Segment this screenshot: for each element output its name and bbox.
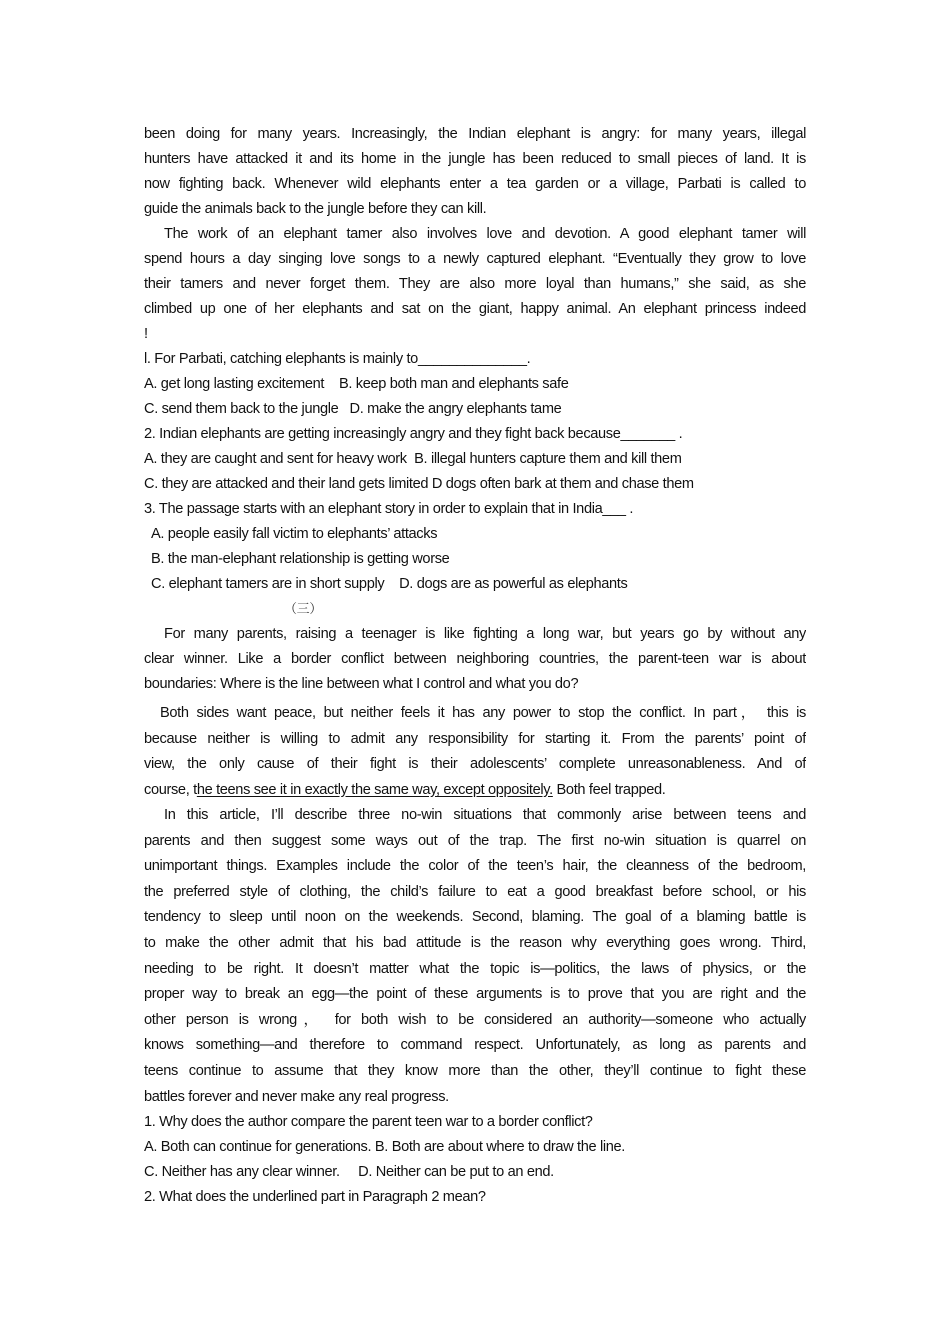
text-line: been doing for many years. Increasingly, the Indian elephant is angry: for many years, illegal (144, 126, 806, 142)
passage-3-paragraph-3 (144, 803, 806, 1110)
passage-2-paragraph-1 (144, 122, 806, 222)
passage-2-question-1 (144, 347, 806, 422)
question-option: B. the man-elephant relationship is getting worse (151, 551, 450, 567)
section-marker: （三） (284, 602, 322, 617)
text-line: needing to be right. It doesn’t matter what the topic is—politics, the laws of physics, or the (144, 960, 806, 977)
passage-2-paragraph-2 (144, 222, 806, 347)
text-line: their tamers and never forget them. They are also more loyal than humans,” she said, as she (144, 276, 806, 292)
text-line: because neither is willing to admit any responsibility for starting it. From the parents’ point of (144, 730, 806, 747)
question-stem: 2. Indian elephants are getting increasingly angry and they fight back because_______ . (144, 426, 683, 442)
text-line: the preferred style of clothing, the child’s failure to eat a good breakfast before school, or his (144, 883, 806, 900)
question-stem: 2. What does the underlined part in Paragraph 2 mean? (144, 1189, 486, 1206)
question-stem: l. For Parbati, catching elephants is mainly to______________. (144, 351, 531, 367)
question-option: A. people easily fall victim to elephants’ attacks (151, 526, 438, 542)
passage-3-question-1 (144, 1110, 806, 1185)
passage-2-question-2 (144, 422, 806, 497)
text-line: climbed up one of her elephants and sat on the giant, happy animal. An elephant princess indeed (144, 301, 806, 317)
question-options: A. get long lasting excitement B. keep both man and elephants safe (144, 376, 569, 392)
passage-3-question-2 (144, 1185, 806, 1210)
text-line: view, the only cause of their fight is their adolescents’ complete unreasonableness. And of (144, 756, 806, 772)
text-line: For many parents, raising a teenager is like fighting a long war, but years go by without any (164, 626, 806, 642)
text-line: proper way to break an egg—the point of these arguments is to prove that you are right and the (144, 986, 806, 1003)
text-line: knows something—and therefore to command respect. Unfortunately, as long as parents and (144, 1037, 806, 1054)
question-options: C. send them back to the jungle D. make the angry elephants tame (144, 401, 562, 417)
text-segment: Both feel trapped. (552, 781, 666, 798)
text-line: battles forever and never make any real progress. (144, 1088, 449, 1105)
passage-3-paragraph-2 (144, 701, 806, 803)
passage-3-paragraph-1 (144, 622, 806, 697)
text-line: other person is wrong， for both wish to be considered an authority—someone who actually (144, 1011, 806, 1028)
text-line: parents and then suggest some ways out of the trap. The first no-win situation is quarrel on (144, 832, 806, 849)
question-options: C. elephant tamers are in short supply D. dogs are as powerful as elephants (151, 576, 628, 592)
text-line (144, 778, 806, 804)
text-line: to make the other admit that his bad attitude is the reason why everything goes wrong. Third, (144, 934, 806, 951)
text-line: boundaries: Where is the line between what I control and what you do? (144, 676, 579, 692)
text-line: unimportant things. Examples include the color of the teen’s hair, the cleanness of the bedroom, (144, 858, 806, 875)
text-line: now fighting back. Whenever wild elephants enter a tea garden or a village, Parbati is called to (144, 176, 806, 192)
question-stem: 3. The passage starts with an elephant story in order to explain that in India___ . (144, 501, 634, 517)
text-line: Both sides want peace, but neither feels it has any power to stop the conflict. In part， this is (160, 705, 806, 721)
question-options: C. they are attacked and their land gets limited D dogs often bark at them and chase them (144, 476, 694, 492)
text-line: guide the animals back to the jungle before they can kill. (144, 201, 487, 217)
text-line: teens continue to assume that they know more than the other, they’ll continue to fight these (144, 1062, 806, 1079)
question-options: A. they are caught and sent for heavy work B. illegal hunters capture them and kill them (144, 451, 682, 467)
text-line: spend hours a day singing love songs to a newly captured elephant. “Eventually they grow to love (144, 251, 806, 267)
question-options: C. Neither has any clear winner. D. Neither can be put to an end. (144, 1164, 554, 1181)
text-line: The work of an elephant tamer also involves love and devotion. A good elephant tamer will (164, 226, 806, 242)
text-line: tendency to sleep until noon on the weekends. Second, blaming. The goal of a blaming battle is (144, 909, 806, 926)
text-line: ! (144, 326, 148, 342)
text-segment: course, t (144, 781, 197, 798)
text-line: hunters have attacked it and its home in the jungle has been reduced to small pieces of land. It is (144, 151, 806, 167)
document-page (144, 122, 806, 1210)
question-options: A. Both can continue for generations. B. Both are about where to draw the line. (144, 1139, 626, 1156)
question-stem: 1. Why does the author compare the parent teen war to a border conflict? (144, 1114, 593, 1131)
text-line: clear winner. Like a border conflict between neighboring countries, the parent-teen war is about (144, 651, 806, 667)
underlined-phrase: he teens see it in exactly the same way, except oppositely. (196, 781, 553, 798)
passage-2-question-3 (144, 497, 806, 597)
text-line: In this article, I’ll describe three no-win situations that commonly arise between teens and (164, 807, 806, 823)
